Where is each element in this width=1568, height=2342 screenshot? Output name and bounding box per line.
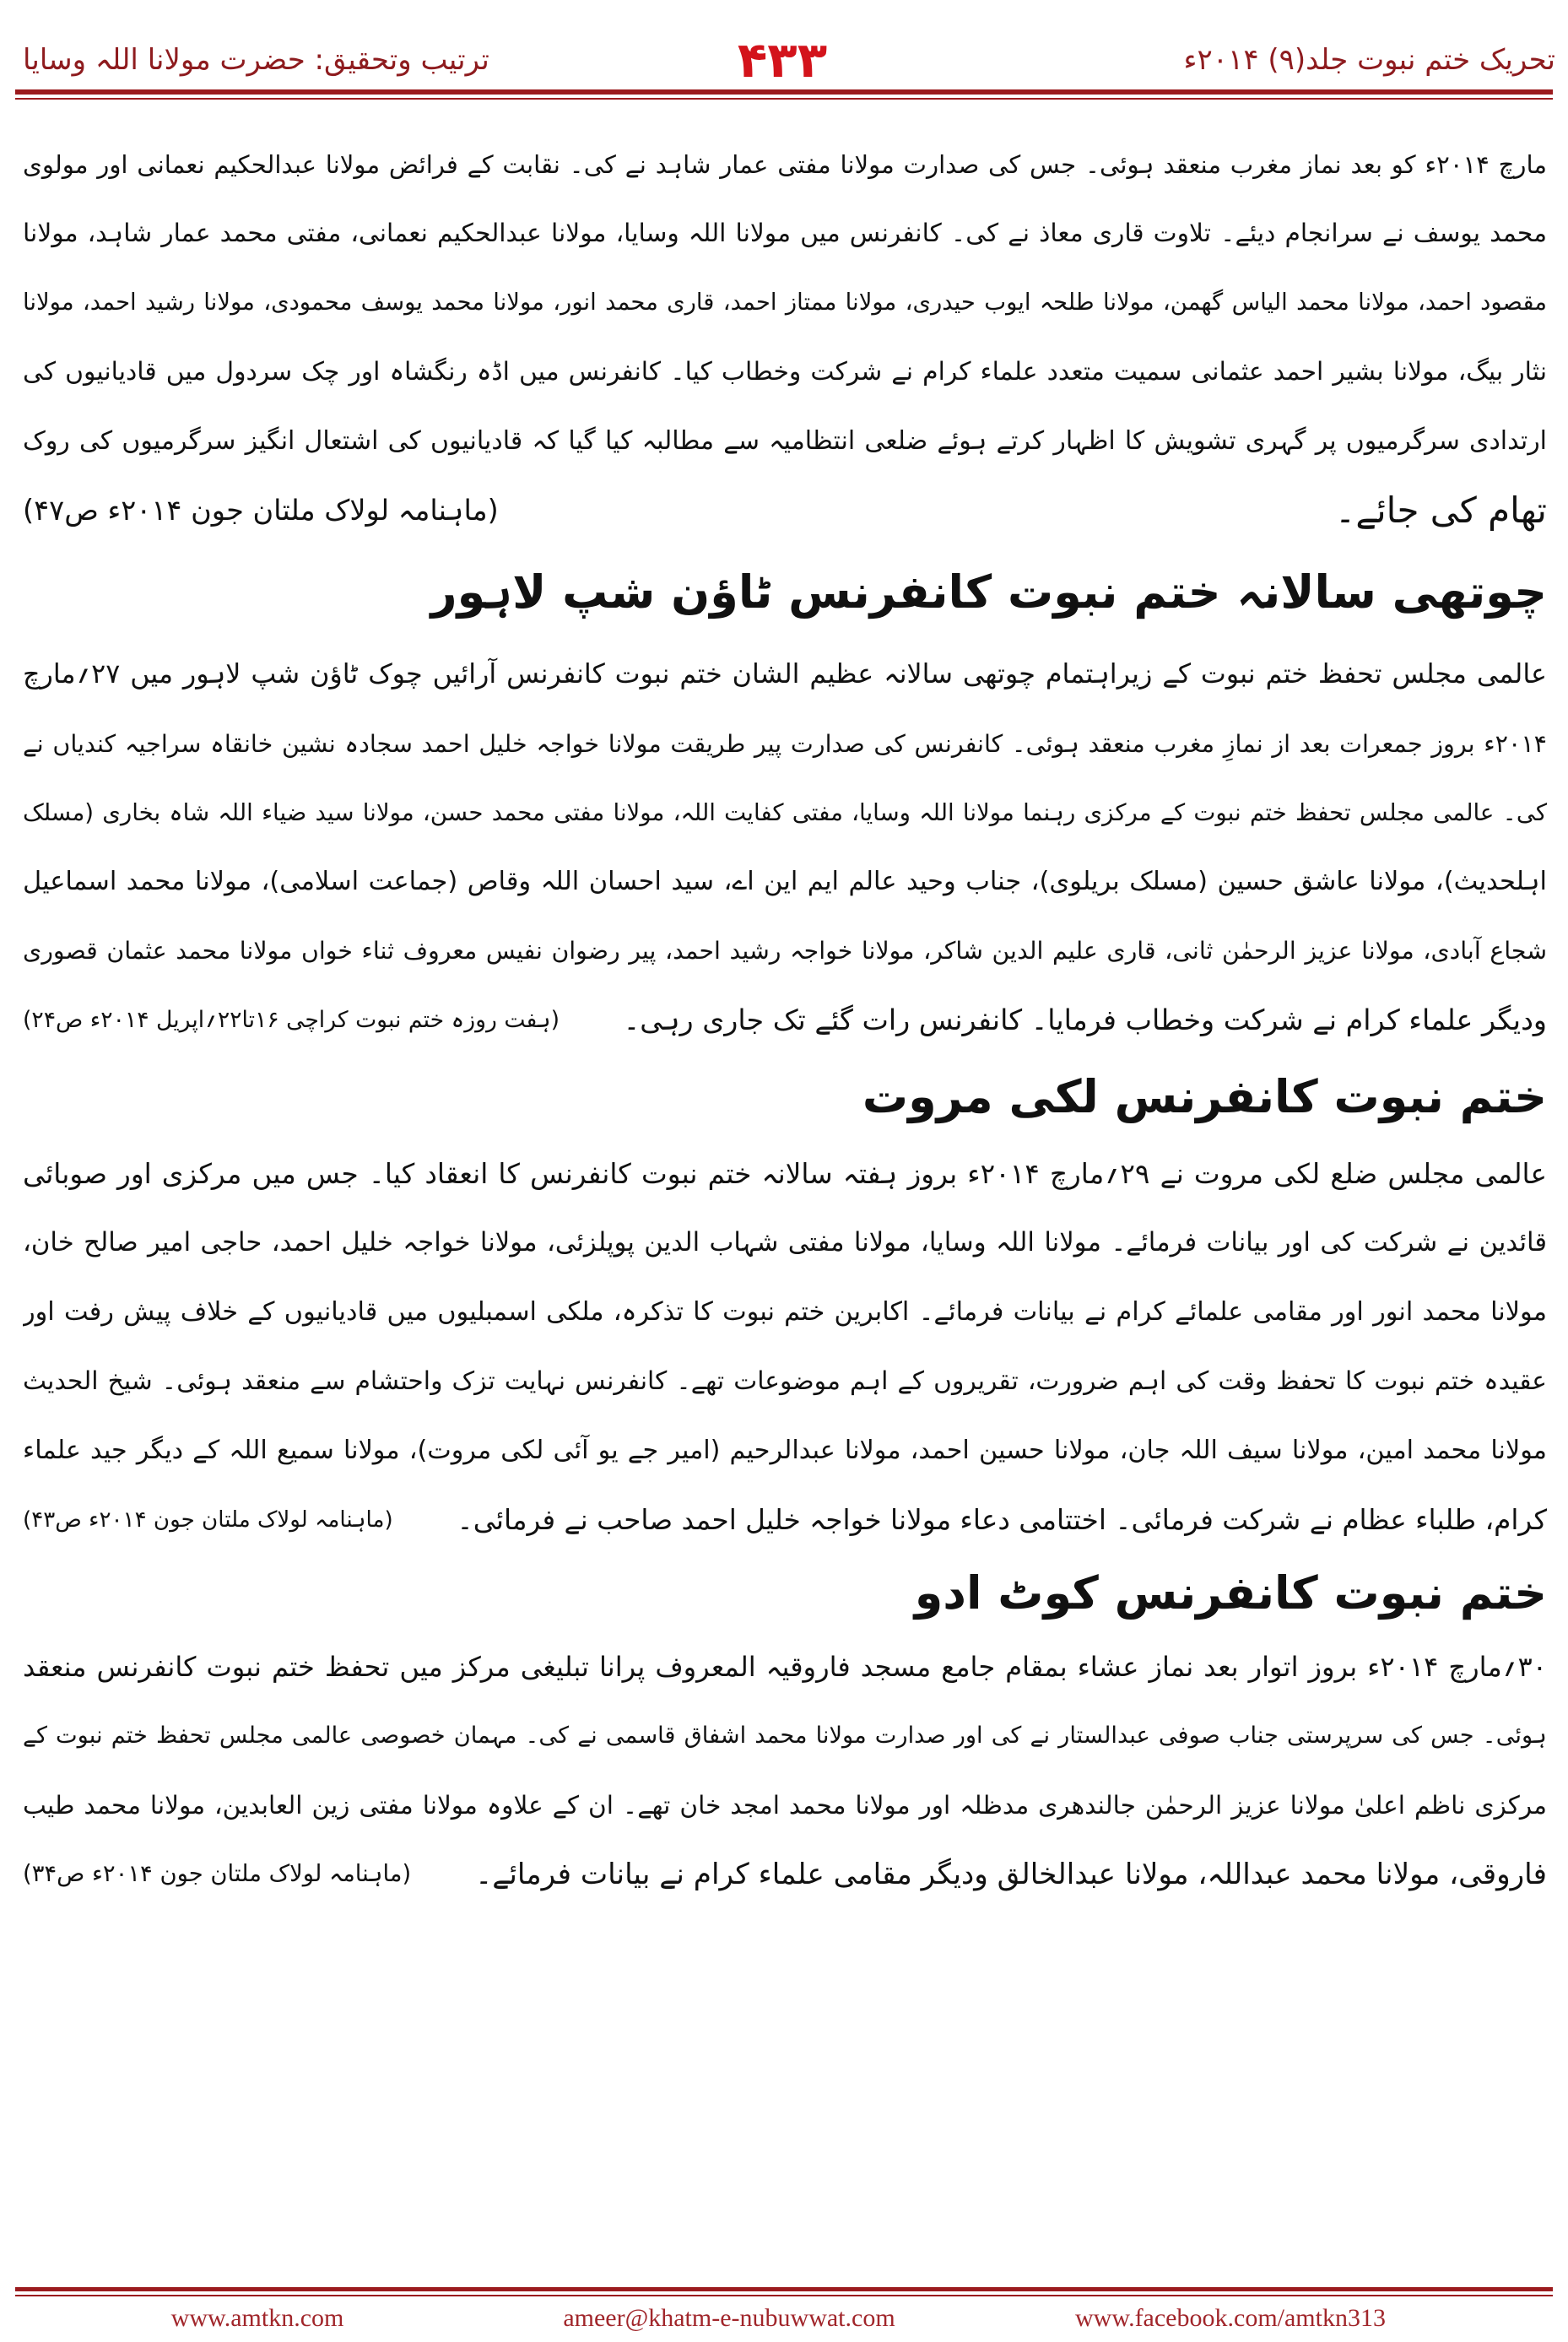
- paragraph-line: [23, 1771, 1547, 1840]
- line-text: عالمی مجلس تحفظ ختم نبوت کے زیراہتمام چوتھی سالانہ عظیم الشان ختم نبوت کانفرنس آرائیں چوک ٹاؤن شپ لاہور میں ۲۷؍مارچ: [23, 659, 1547, 690]
- line-text: مارچ ۲۰۱۴ء کو بعد نماز مغرب منعقد ہوئی۔ جس کی صدارت مولانا مفتی عمار شاہد نے کی۔ نقابت کے فرائض مولانا عبدالحکیم نعمانی اور مولوی: [23, 150, 1547, 179]
- line-text: کی۔ عالمی مجلس تحفظ ختم نبوت کے مرکزی رہنما مولانا اللہ وسایا، مفتی کفایت اللہ، مولانا مفتی محمد حسن، مولانا سید ضیاء اللہ شاہ بخاری (مسلک: [23, 798, 1547, 826]
- line-text: کرام، طلباء عظام نے شرکت فرمائی۔ اختتامی دعاء مولانا خواجہ خلیل احمد صاحب نے فرمائی۔: [457, 1504, 1547, 1536]
- footer-rule: [15, 2287, 1553, 2291]
- paragraph-last-line: [23, 1840, 1547, 1909]
- line-text: فاروقی، مولانا محمد عبداللہ، مولانا عبدالخالق ودیگر مقامی علماء کرام نے بیانات فرمائے۔: [475, 1858, 1547, 1891]
- paragraph-line: [23, 640, 1547, 709]
- paragraph-line: [23, 917, 1547, 986]
- line-text: ارتدادی سرگرمیوں پر گہری تشویش کا اظہار کرتے ہوئے ضلعی انتظامیہ سے مطالبہ کیا گیا کہ قادیانیوں کی اشتعال انگیز سرگرمیوں کی روک: [23, 426, 1547, 456]
- line-text: قائدین نے شرکت کی اور بیانات فرمائے۔ مولانا اللہ وسایا، مولانا مفتی شہاب الدین پوپلزئی، مولانا خواجہ خلیل احمد، حاجی امیر صالح خان،: [23, 1228, 1547, 1258]
- line-text: اہلحدیث)، مولانا عاشق حسین (مسلک بریلوی)، جناب وحید عالم ایم این اے، سید احسان اللہ وقاص (جماعت اسلامی)، مولانا محمد اسماعیل: [23, 867, 1547, 896]
- line-text: تھام کی جائے۔: [1334, 489, 1547, 531]
- paragraph-line: [23, 1139, 1547, 1209]
- paragraph-line: [23, 778, 1547, 847]
- paragraph-line: [23, 1278, 1547, 1347]
- line-text: ودیگر علماء کرام نے شرکت وخطاب فرمایا۔ کانفرنس رات گئے تک جاری رہی۔: [623, 1003, 1547, 1036]
- paragraph-last-line: [23, 476, 1547, 545]
- line-text: عالمی مجلس ضلع لکی مروت نے ۲۹؍مارچ ۲۰۱۴ء بروز ہفتہ سالانہ ختم نبوت کانفرنس کا انعقاد کیا۔ جس میں مرکزی اور صوبائی: [23, 1158, 1547, 1190]
- paragraph-line: [23, 199, 1547, 268]
- line-text: مولانا محمد انور اور مقامی علمائے کرام نے بیانات فرمائے۔ اکابرین ختم نبوت کا تذکرہ، ملکی اسمبلیوں میں قادیانیوں کے خلاف پیش رفت اور: [23, 1297, 1547, 1327]
- source-citation: (ماہنامہ لولاک ملتان جون ۲۰۱۴ء ص۳۴): [23, 1861, 412, 1887]
- line-text: عقیدہ ختم نبوت کا تحفظ وقت کی اہم ضرورت، تقریروں کے اہم موضوعات تھے۔ کانفرنس نہایت تزک واحتشام سے منعقد ہوئی۔ شیخ الحدیث: [23, 1366, 1547, 1396]
- line-text: نثار بیگ، مولانا بشیر احمد عثمانی سمیت متعدد علماء کرام نے شرکت وخطاب کیا۔ کانفرنس میں اڈہ رنگشاہ اور چک سردول میں قادیانیوں کی: [23, 357, 1547, 387]
- heading-text: ختم نبوت کانفرنس لکی مروت: [862, 1070, 1547, 1123]
- paragraph-line: [23, 407, 1547, 476]
- paragraph-last-line: [23, 986, 1547, 1055]
- source-citation: (ماہنامہ لولاک ملتان جون ۲۰۱۴ء ص۴۳): [23, 1507, 393, 1533]
- source-citation: (ماہنامہ لولاک ملتان جون ۲۰۱۴ء ص۴۷): [23, 494, 499, 527]
- paragraph-line: [23, 338, 1547, 407]
- paragraph-line: [23, 1632, 1547, 1701]
- section-heading: [23, 1055, 1547, 1139]
- header-rule: [15, 89, 1553, 95]
- line-text: ۲۰۱۴ء بروز جمعرات بعد از نمازِ مغرب منعقد ہوئی۔ کانفرنس کی صدارت پیر طریقت مولانا خواجہ خلیل احمد سجادہ نشین خانقاہ سراجیہ کندیاں نے: [23, 729, 1547, 758]
- paragraph-line: [23, 1209, 1547, 1278]
- paragraph-line: [23, 268, 1547, 338]
- line-text: مرکزی ناظم اعلیٰ مولانا عزیز الرحمٰن جالندھری مدظلہ اور مولانا محمد امجد خان تھے۔ ان کے علاوہ مولانا مفتی زین العابدین، مولانا محمد طیب: [23, 1791, 1547, 1820]
- heading-text: چوتھی سالانہ ختم نبوت کانفرنس ٹاؤن شپ لاہور: [430, 565, 1547, 619]
- facebook-link[interactable]: www.facebook.com/amtkn313: [1075, 2304, 1386, 2332]
- line-text: ۳۰؍مارچ ۲۰۱۴ء بروز اتوار بعد نماز عشاء بمقام جامع مسجد فاروقیہ المعروف پرانا تبلیغی مرکز میں تحفظ ختم نبوت کانفرنس منعقد: [23, 1651, 1547, 1683]
- paragraph-line: [23, 847, 1547, 917]
- email-link[interactable]: ameer@khatm-e-nubuwwat.com: [563, 2304, 895, 2332]
- line-text: ہوئی۔ جس کی سرپرستی جناب صوفی عبدالستار نے کی اور صدارت مولانا محمد اشفاق قاسمی نے کی۔ مہمان خصوصی عالمی مجلس تحفظ ختم نبوت کے: [23, 1723, 1547, 1749]
- header-rule-thin: [15, 98, 1553, 100]
- source-citation: (ہفت روزہ ختم نبوت کراچی ۱۶تا۲۲؍اپریل ۲۰۱۴ء ص۲۴): [23, 1007, 560, 1033]
- article-body: [23, 130, 1547, 1909]
- line-text: مقصود احمد، مولانا محمد الیاس گھمن، مولانا طلحہ ایوب حیدری، مولانا ممتاز احمد، قاری محمد انور، مولانا محمد یوسف محمودی، مولانا رشید احمد، مولانا: [23, 289, 1547, 316]
- section-heading: [23, 1555, 1547, 1632]
- page-number: ۴۳۳: [737, 31, 828, 89]
- website-link[interactable]: www.amtkn.com: [170, 2304, 344, 2332]
- footer-rule-thin: [15, 2295, 1553, 2296]
- paragraph-line: [23, 1347, 1547, 1416]
- book-title: تحریک ختم نبوت جلد(۹) ۲۰۱۴ء: [1183, 43, 1555, 77]
- paragraph-last-line: [23, 1485, 1547, 1555]
- paragraph-line: [23, 130, 1547, 199]
- section-heading: [23, 545, 1547, 640]
- compiler-credit: ترتیب وتحقیق: حضرت مولانا اللہ وسایا: [23, 43, 489, 77]
- paragraph-line: [23, 1416, 1547, 1485]
- paragraph-line: [23, 1701, 1547, 1771]
- line-text: مولانا محمد امین، مولانا سیف اللہ جان، مولانا حسین احمد، مولانا عبدالرحیم (امیر جے یو آئی لکی مروت)، مولانا سمیع اللہ کے دیگر جید علماء: [23, 1436, 1547, 1465]
- line-text: شجاع آبادی، مولانا عزیز الرحمٰن ثانی، قاری علیم الدین شاکر، مولانا خواجہ رشید احمد، پیر رضوان نفیس معروف ثناء خواں مولانا محمد عثمان قصوری: [23, 937, 1547, 965]
- heading-text: ختم نبوت کانفرنس کوٹ ادو: [914, 1566, 1547, 1620]
- line-text: محمد یوسف نے سرانجام دیئے۔ تلاوت قاری معاذ نے کی۔ کانفرنس میں مولانا اللہ وسایا، مولانا عبدالحکیم نعمانی، مفتی محمد عمار شاہد، مولانا: [23, 219, 1547, 248]
- paragraph-line: [23, 709, 1547, 778]
